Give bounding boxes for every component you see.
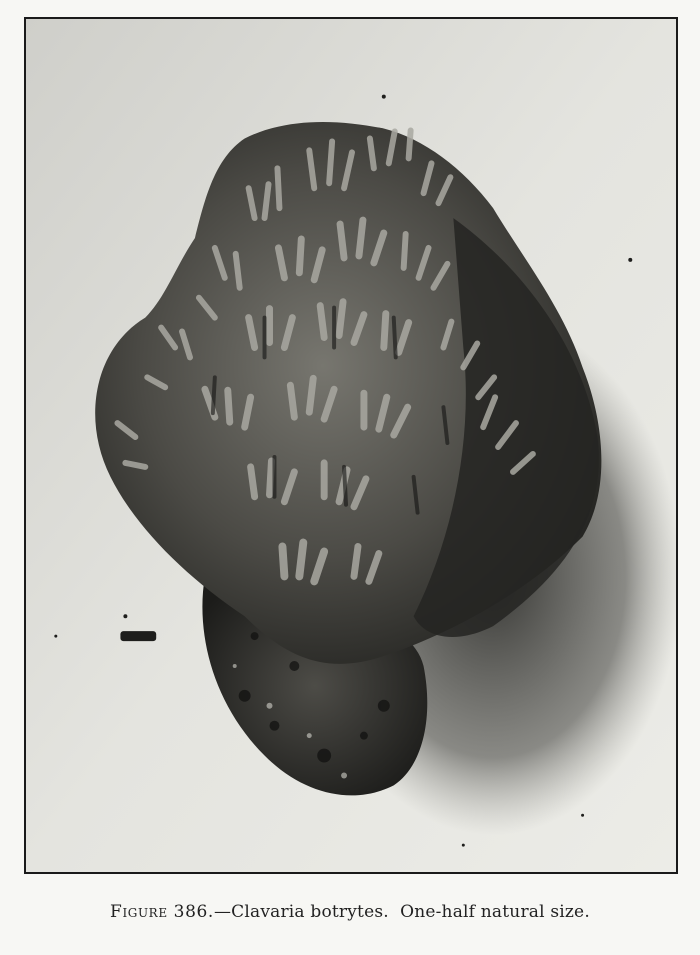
- figure-label: Figure 386.: [110, 902, 214, 922]
- caption-text: Clavaria botrytes. One-half natural size.: [231, 902, 590, 922]
- figure-caption: [0, 902, 700, 922]
- fungus-photograph: [26, 19, 676, 872]
- photo-plate: [24, 17, 678, 874]
- caption-dash: —: [213, 902, 232, 922]
